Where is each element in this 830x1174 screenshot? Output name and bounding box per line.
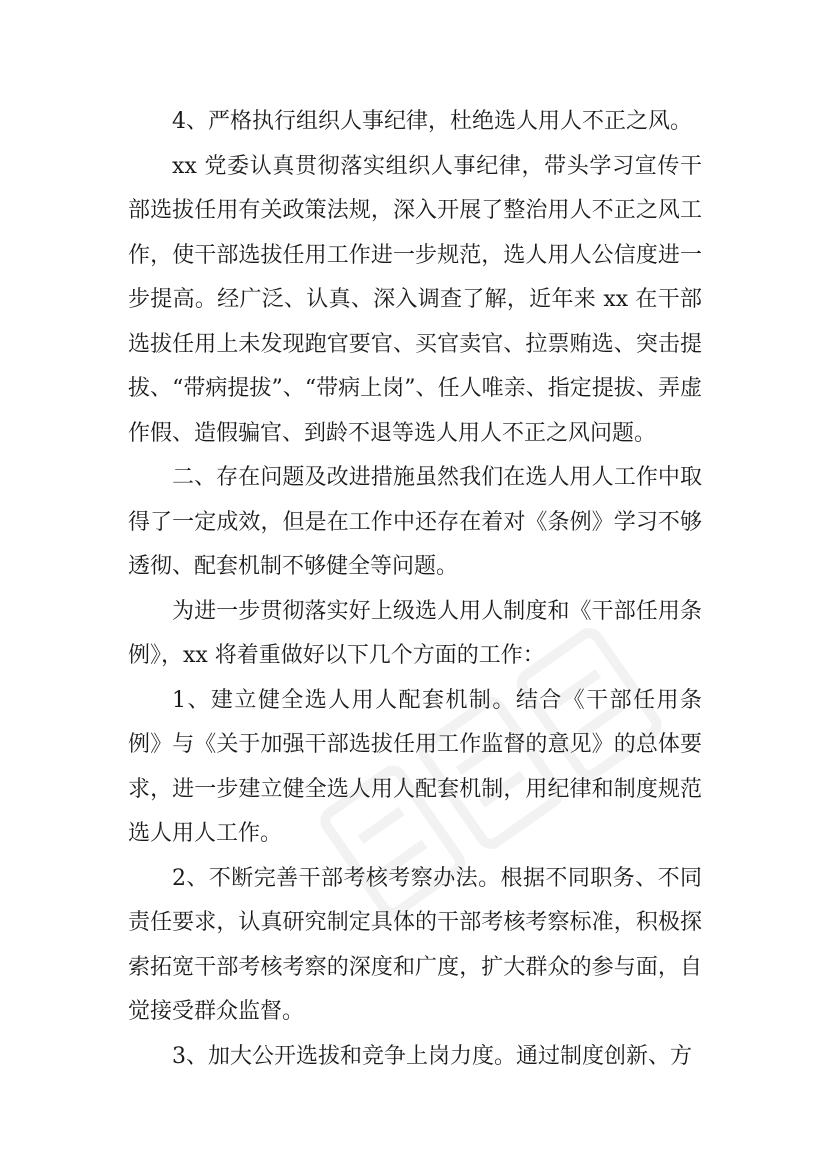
paragraph-work-intro: 为进一步贯彻落实好上级选人用人制度和《干部任用条例》，xx 将着重做好以下几个方面的工作：: [128, 598, 702, 668]
paragraph-discipline-detail: xx 党委认真贯彻落实组织人事纪律，带头学习宣传干部选拔任用有关政策法规，深入开展了整治用人不正之风工作，使干部选拔任用工作进一步规范，选人用人公信度进一步提高。经广泛、认真、深入调查了解，近年来 xx 在干部选拔任用上未发现跑官要官、买官卖官、拉票贿选、突击提拔、“带病提拔”、“带病上岗”、任人唯亲、指定提拔、弄虚作假、造假骗官、到龄不退等选人用人不正之风问题。: [128, 153, 702, 446]
paragraph-item-2: 2、不断完善干部考核考察办法。根据不同职务、不同责任要求，认真研究制定具体的干部考核考察标准，积极探索拓宽干部考核考察的深度和广度，扩大群众的参与面，自觉接受群众监督。: [128, 865, 702, 1024]
paragraph-section-4-heading: 4、严格执行组织人事纪律，杜绝选人用人不正之风。: [172, 109, 692, 134]
paragraph-problems-measures: 二、存在问题及改进措施虽然我们在选人用人工作中取得了一定成效，但是在工作中还存在着对《条例》学习不够透彻、配套机制不够健全等问题。: [128, 465, 702, 579]
paragraph-item-3: 3、加大公开选拔和竞争上岗力度。通过制度创新、方: [172, 1043, 692, 1069]
document-body: [128, 100, 702, 1079]
paragraph-item-1: 1、建立健全选人用人配套机制。结合《干部任用条例》与《关于加强干部选拔任用工作监督的意见》的总体要求，进一步建立健全选人用人配套机制，用纪律和制度规范选人用人工作。: [128, 687, 702, 846]
